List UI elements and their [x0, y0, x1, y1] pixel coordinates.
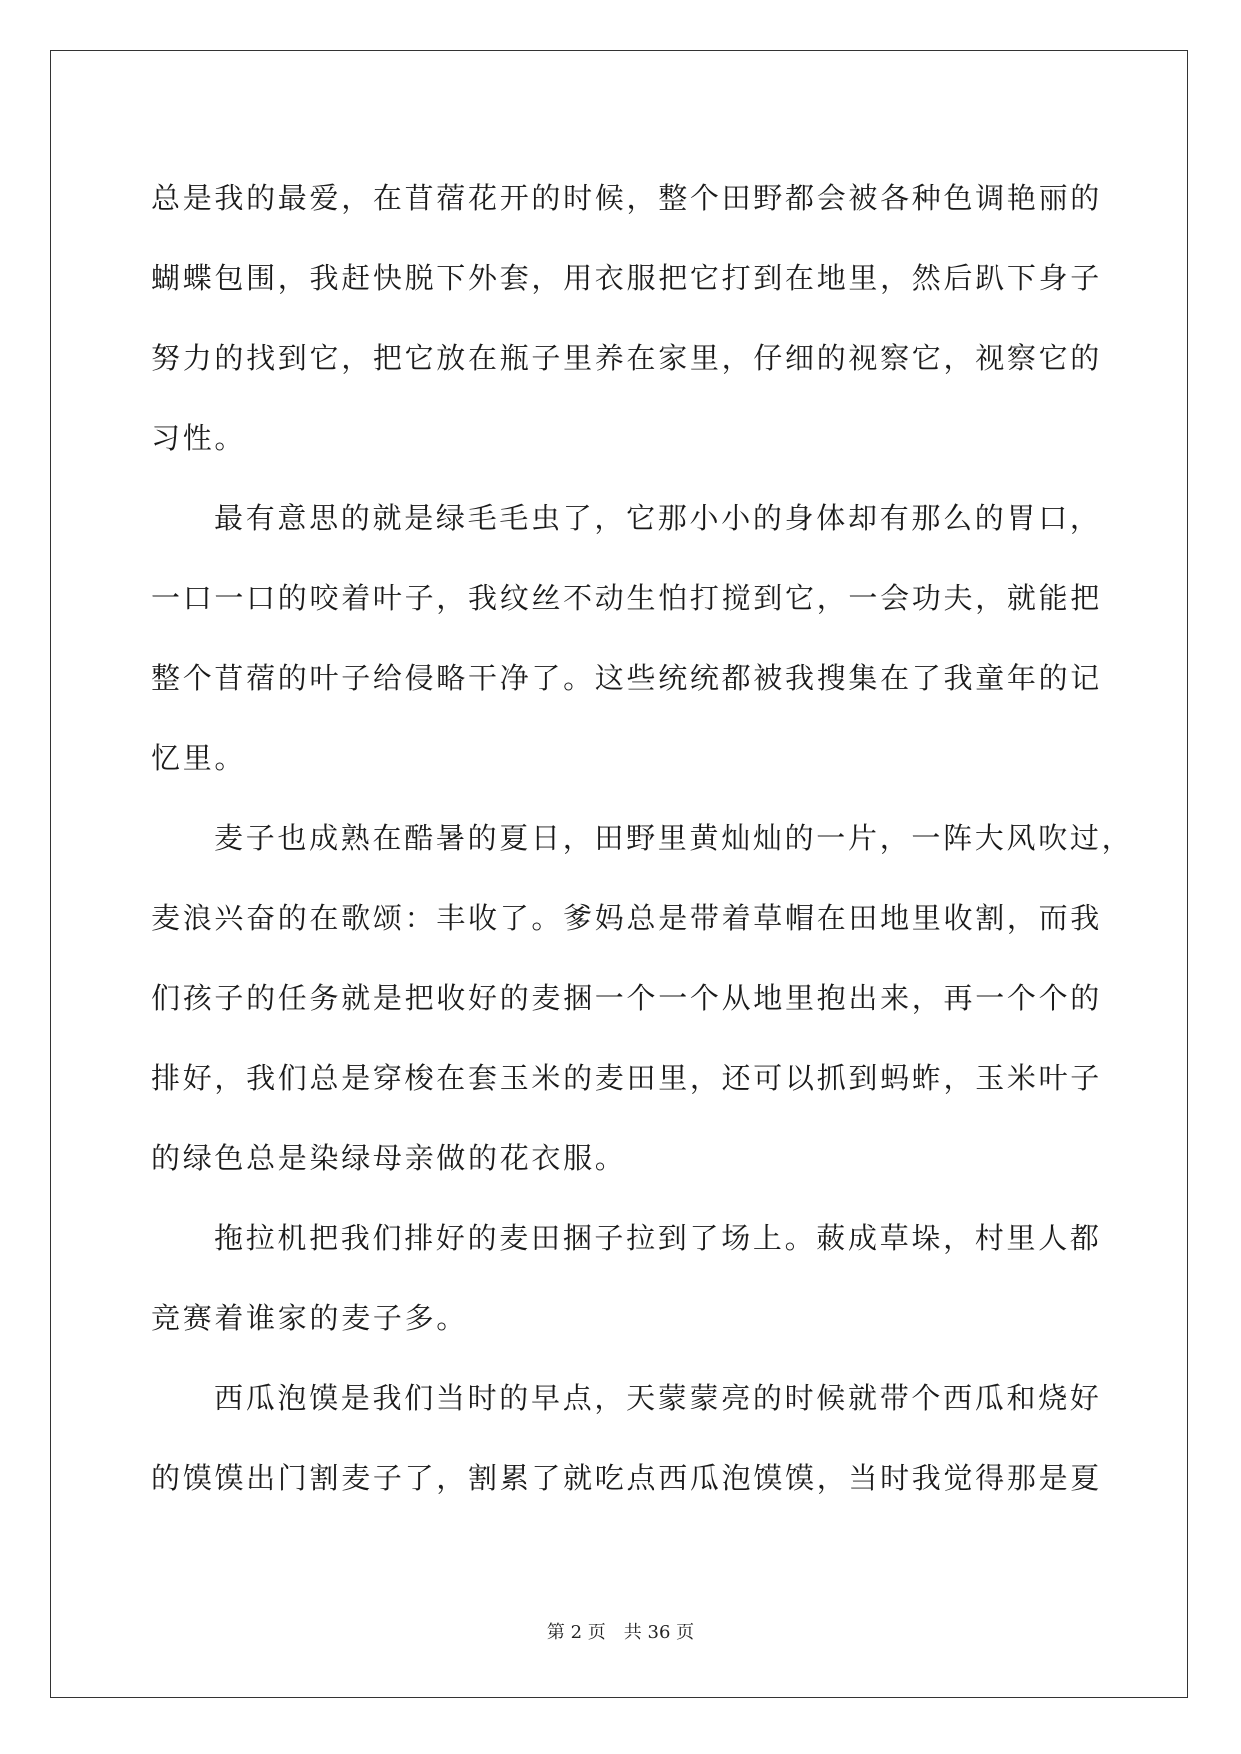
- paragraph-start-line: 西瓜泡馍是我们当时的早点，天蒙蒙亮的时候就带个西瓜和烧好: [214, 1381, 1102, 1415]
- paragraph-start-line: 最有意思的就是绿毛毛虫了，它那小小的身体却有那么的胃口，: [214, 501, 1102, 535]
- text-line: 麦浪兴奋的在歌颂：丰收了。爹妈总是带着草帽在田地里收割，而我: [151, 901, 1103, 935]
- text-line: 习性。: [151, 421, 247, 455]
- paragraph-start-line: 拖拉机把我们排好的麦田捆子拉到了场上。蓛成草垛，村里人都: [214, 1221, 1102, 1255]
- text-line: 蝴蝶包围，我赶快脱下外套，用衣服把它打到在地里，然后趴下身子: [151, 261, 1103, 295]
- text-line: 竞赛着谁家的麦子多。: [151, 1301, 469, 1335]
- text-line: 一口一口的咬着叶子，我纹丝不动生怕打搅到它，一会功夫，就能把: [151, 581, 1103, 615]
- paragraph-start-line: 麦子也成熟在酷暑的夏日，田野里黄灿灿的一片，一阵大风吹过，: [214, 821, 1134, 855]
- text-line: 的馍馍出门割麦子了，割累了就吃点西瓜泡馍馍，当时我觉得那是夏: [151, 1461, 1103, 1495]
- text-line: 的绿色总是染绿母亲做的花衣服。: [151, 1141, 627, 1175]
- text-line: 整个苜蓿的叶子给侵略干净了。这些统统都被我搜集在了我童年的记: [151, 661, 1103, 695]
- text-line: 忆里。: [151, 741, 247, 775]
- page-number-footer: 第 2 页 共 36 页: [546, 1622, 695, 1643]
- body-text: [151, 158, 1134, 1518]
- text-line: 们孩子的任务就是把收好的麦捆一个一个从地里抱出来，再一个个的: [151, 981, 1103, 1015]
- text-line: 排好，我们总是穿梭在套玉米的麦田里，还可以抓到蚂蚱，玉米叶子: [151, 1061, 1103, 1095]
- text-line: 总是我的最爱，在苜蓿花开的时候，整个田野都会被各种色调艳丽的: [151, 181, 1103, 215]
- text-line: 努力的找到它，把它放在瓶子里养在家里，仔细的视察它，视察它的: [151, 341, 1103, 375]
